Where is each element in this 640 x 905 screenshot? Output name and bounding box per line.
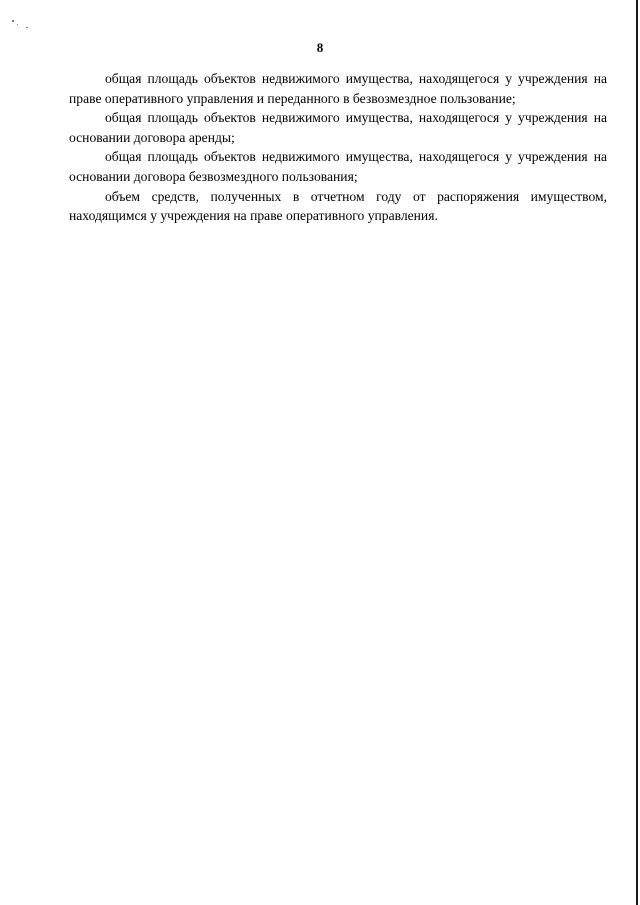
page-number: 8 (316, 40, 324, 55)
paragraph: общая площадь объектов недвижимого имущества, находящегося у учреждения на основании договора аренды; (69, 110, 607, 145)
body-text (69, 69, 607, 226)
scan-speck (12, 20, 14, 22)
scan-speck (26, 27, 28, 28)
paragraph: общая площадь объектов недвижимого имущества, находящегося у учреждения на основании договора безвозмездного пользования; (69, 149, 607, 184)
scan-speck (17, 24, 18, 25)
paragraph: объем средств, полученных в отчетном году от распоряжения имуществом, находящимся у учреждения на праве оперативного управления. (69, 188, 607, 224)
paragraph: общая площадь объектов недвижимого имущества, находящегося у учреждения на праве оперативного управления и переданного в безвозмездное пользование; (69, 71, 607, 106)
